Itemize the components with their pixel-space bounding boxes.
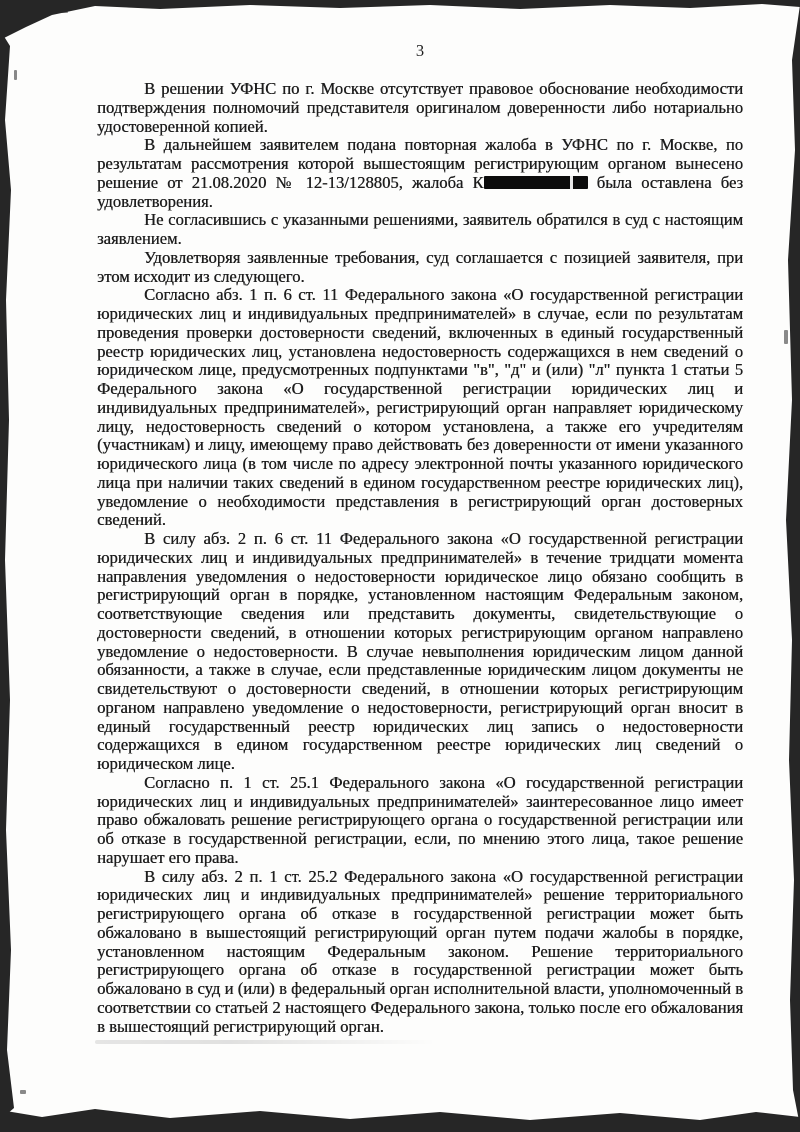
page-number: 3 [415,41,425,60]
paragraph-8: В силу абз. 2 п. 1 ст. 25.2 Федерального закона «О государственной регистрации юридических лиц и индивидуальных предпринимателей» решение территориального регистрирующего органа об отказе в государственной регистрации может быть обжаловано в вышестоящий регистрирующий орган путем подачи жалобы в порядке, установленном настоящим Федеральным законом. Решение территориального регистрирующего органа об отказе в государственной регистрации может быть обжаловано в суд и (или) в федеральный орган исполнительной власти, уполномоченный в соответствии со статьей 2 настоящего Федерального закона, только после его обжалования в вышестоящий регистрирующий орган. [97,866,743,1036]
paragraph-6: В силу абз. 2 п. 6 ст. 11 Федерального закона «О государственной регистрации юридических лиц и индивидуальных предпринимателей» в течение тридцати момента направления уведомления о недостоверности юридическое лицо обязано сообщить в регистрирующий орган в порядке, установленном настоящим Федеральным законом, соответствующие сведения или представить документы, свидетельствующие о достоверности сведений, в отношении которых регистрирующим органом направлено уведомление о недостоверности. В случае невыполнения юридическим лицом данной обязанности, а также в случае, если представленные юридическим лицом документы не свидетельствуют о достоверности сведений, в отношении которых регистрирующим органом направлено уведомление о недостоверности, регистрирующий орган вносит в единый государственный реестр юридических лиц запись о недостоверности содержащихся в едином государственном реестре юридических лиц сведений о юридическом лице. [97,529,743,773]
document-body [97,80,743,1036]
paragraph-4: Удовлетворяя заявленные требования, суд соглашается с позицией заявителя, при этом исходит из следующего. [97,247,743,286]
paragraph-5: Согласно абз. 1 п. 6 ст. 11 Федерального закона «О государственной регистрации юридических лиц и индивидуальных предпринимателей» в случае, если по результатам проведения проверки достоверности сведений, включенных в единый государственный реестр юридических лиц, установлена недостоверность содержащихся в нем сведений о юридическом лице, предусмотренных подпунктами "в", "д" и (или) "л" пункта 1 статьи 5 Федерального закона «О государственной регистрации юридических лиц и индивидуальных предпринимателей», регистрирующий орган направляет юридическому лицу, недостоверность сведений о котором установлена, а также его учредителям (участникам) и лицу, имеющему право действовать без доверенности от имени указанного юридического лица (в том числе по адресу электронной почты указанного юридического лица при наличии таких сведений в едином государственном реестре юридических лиц), уведомление о необходимости представления в регистрирующий орган достоверных сведений. [97,285,743,530]
paragraph-1: В решении УФНС по г. Москве отсутствует правовое обоснование необходимости подтверждения полномочий представителя оригиналом доверенности либо нотариально удостоверенной копией. [97,79,743,136]
redaction-bar [484,176,588,189]
paragraph-2-text-before: В дальнейшем заявителем подана повторная жалоба в УФНС по г. Москве, по результатам рассмотрения которой вышестоящим регистрирующим органом вынесено решение от 21.08.2020 № 12-13/128805, жалоба К [97,135,743,192]
scan-smudge-artifact [95,1040,435,1044]
paragraph-2-text-after: была оставлена без удовлетворения. [97,172,743,211]
paragraph-2 [97,136,743,211]
paragraph-7: Согласно п. 1 ст. 25.1 Федерального закона «О государственной регистрации юридических лиц и индивидуальных предпринимателей» заинтересованное лицо имеет право обжаловать решение регистрирующего органа о государственной регистрации или об отказе в государственной регистрации, если, по мнению этого лица, такое решение нарушает его права. [97,772,743,867]
paragraph-3: Не согласившись с указанными решениями, заявитель обратился в суд с настоящим заявлением. [97,210,743,248]
